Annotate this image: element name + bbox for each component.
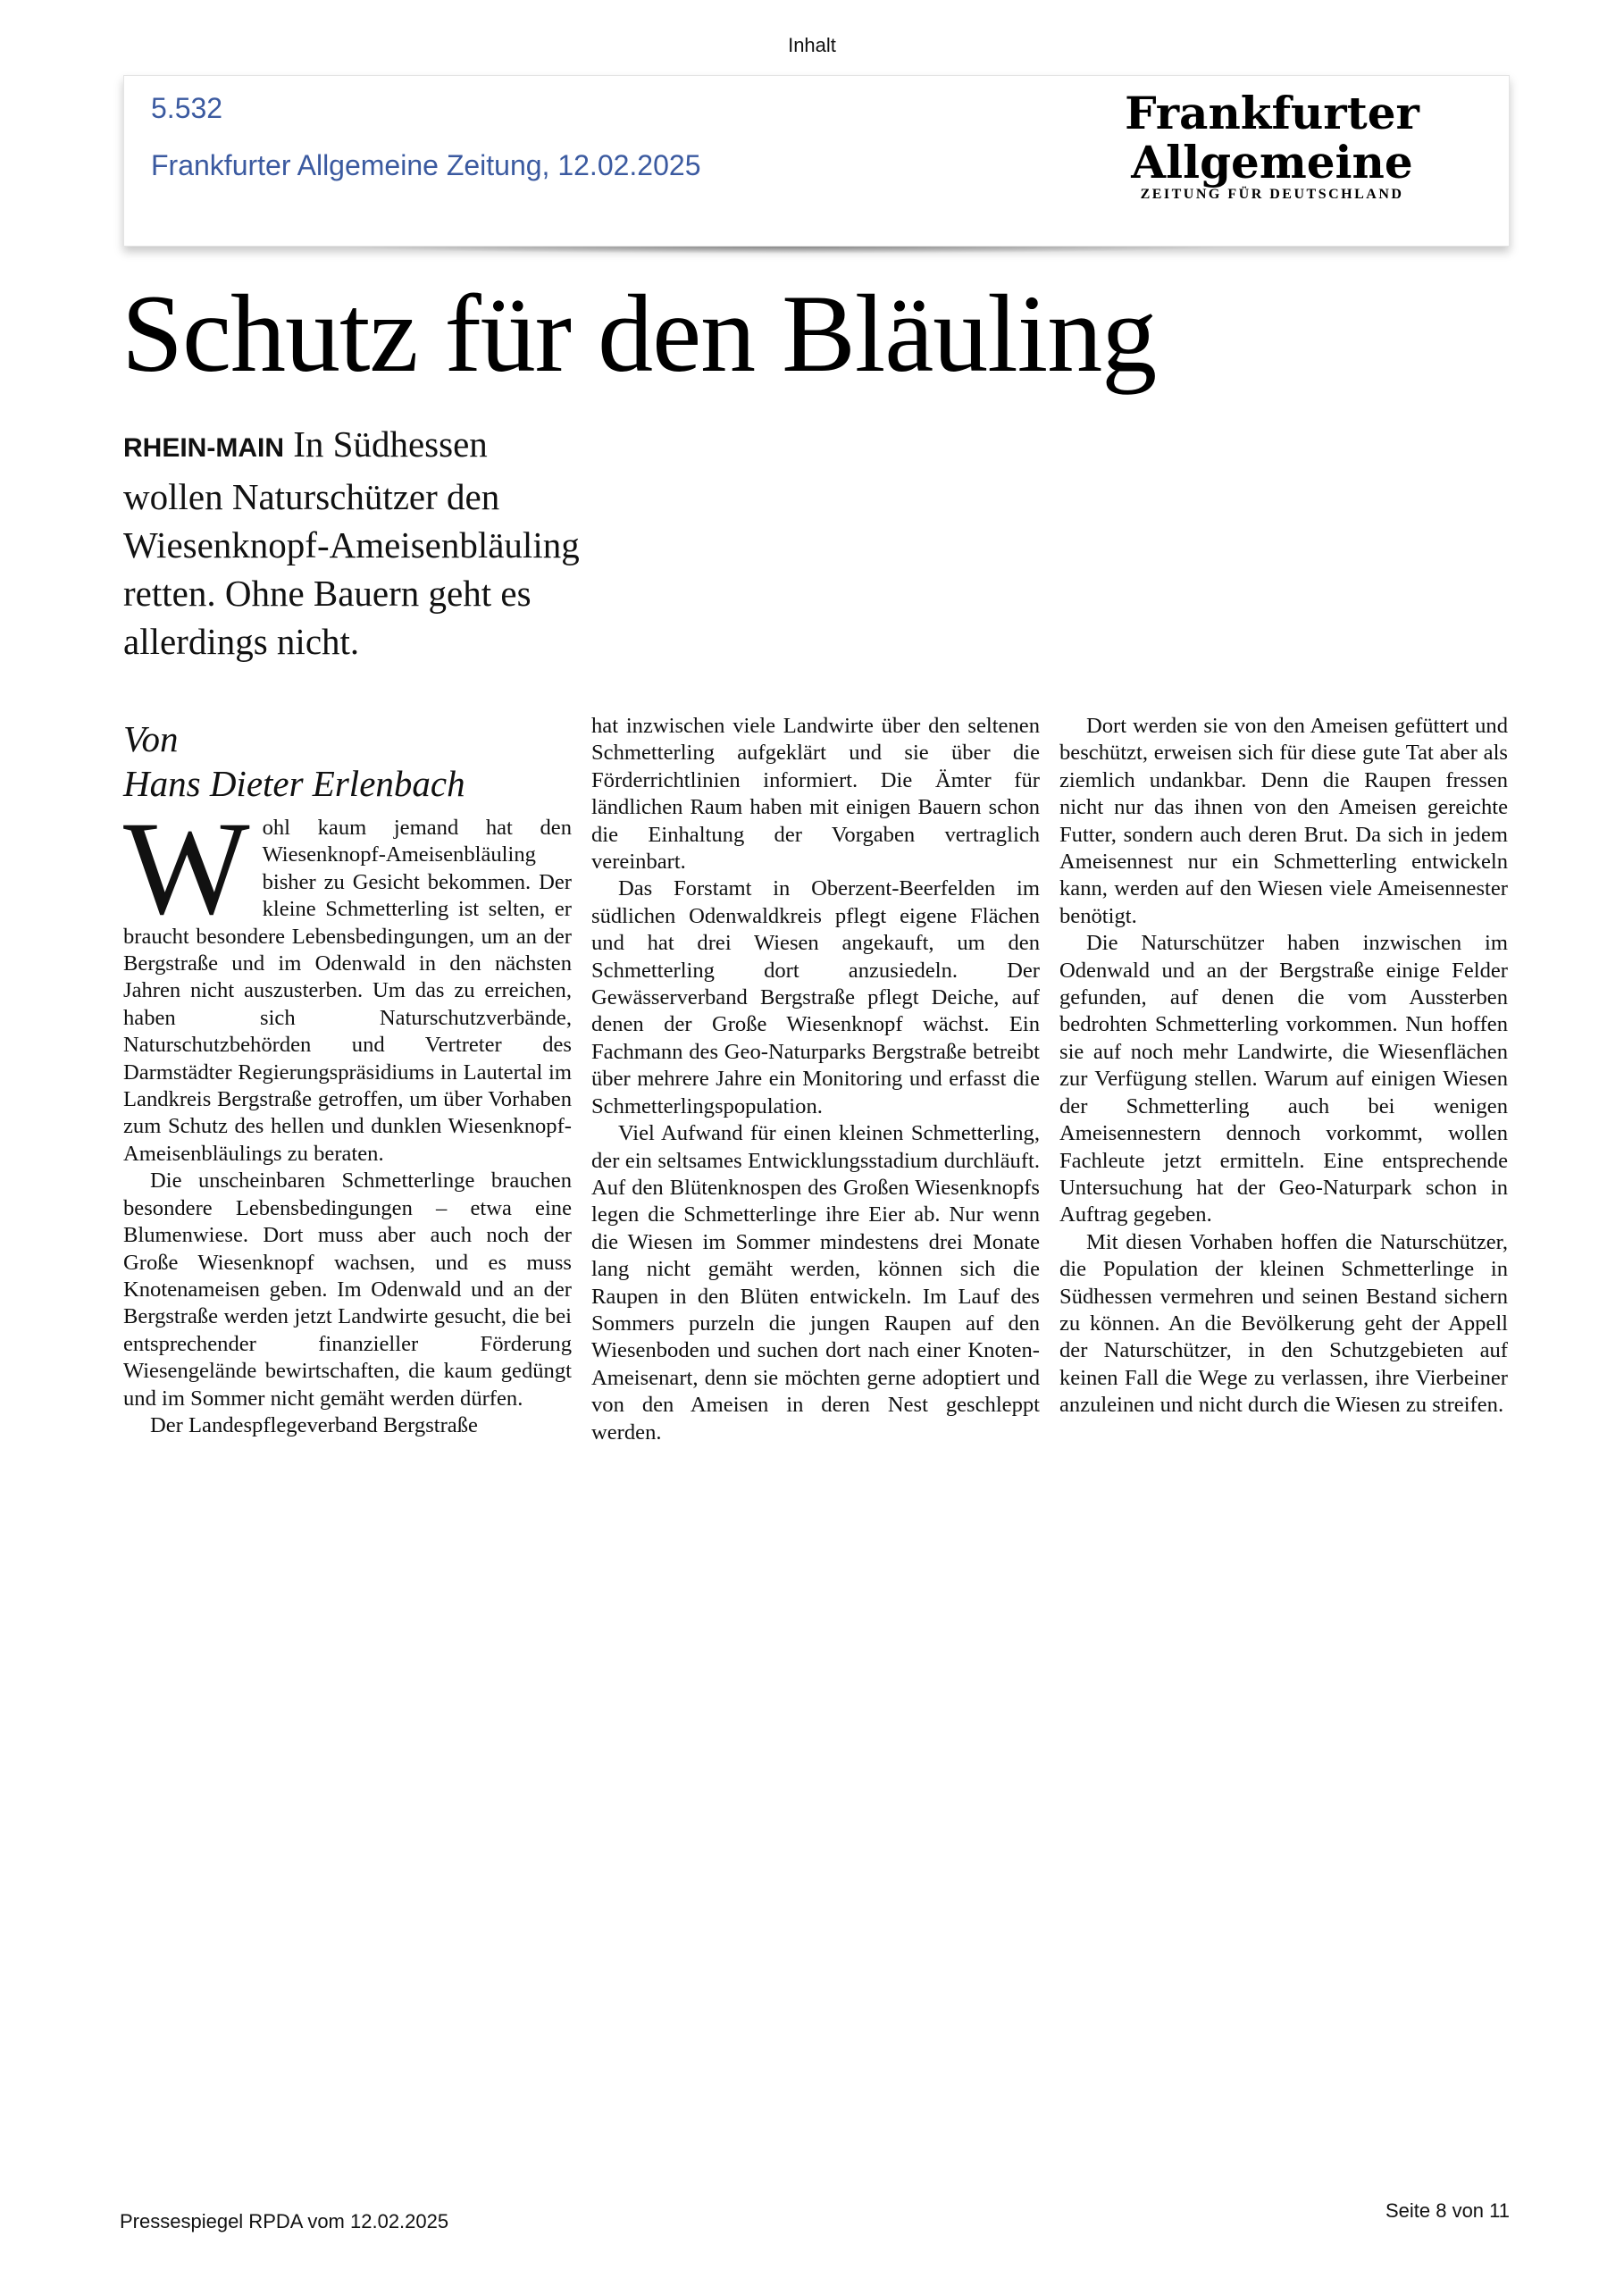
article-teaser [123, 420, 588, 666]
byline-prefix: Von [123, 718, 179, 759]
article-column-2 [591, 713, 1040, 1446]
document-number: 5.532 [151, 92, 223, 124]
paragraph: Mit diesen Vorhaben hoffen die Naturschützer, die Population der kleinen Schmetterlinge in Südhessen vermehren und seinen Bestand sichern zu können. An die Bevölkerung geht der Appell der Naturschützer, in den Schutzgebieten auf keinen Fall die Wege zu verlassen, ihre Vierbeiner anzuleinen und nicht durch die Wiesen zu streifen. [1059, 1229, 1508, 1418]
source-header [123, 75, 1510, 247]
section-label: Inhalt [788, 34, 836, 56]
header-shadow [339, 247, 1233, 254]
paragraph: Die unscheinbaren Schmetterlinge brauchen besondere Lebensbedingungen – etwa eine Blumenwiese. Dort muss aber auch noch der Große Wiesenknopf wachsen, und es muss Knotenameisen geben. Im Odenwald und an der Bergstraße werden jetzt Landwirte gesucht, die bei entsprechender finanzieller Förderung Wiesengelände bewirtschaften, die kaum gedüngt und im Sommer nicht gemäht werden dürfen. [123, 1168, 572, 1411]
article-column-1 [123, 794, 572, 1439]
teaser-location: RHEIN-MAIN [123, 433, 284, 463]
footer-press-review: Pressespiegel RPDA vom 12.02.2025 [120, 2210, 449, 2232]
teaser-text: In Südhessen wollen Naturschützer den Wiesenknopf-Ameisenbläuling retten. Ohne Bauern geht es allerdings nicht. [123, 423, 580, 662]
paragraph: Viel Aufwand für einen kleinen Schmetterling, der ein seltsames Entwicklungsstadium durchläuft. Auf den Blütenknospen des Großen Wiesenknopfs legen die Schmetterlinge ihre Eier ab. Nur wenn die Wiesen im Sommer mindestens drei Monate lang nicht gemäht werden, können sich die Raupen in den Blüten entwickeln. Im Lauf des Sommers purzeln die jungen Raupen auf den Wiesenboden und suchen dort nach einer Knoten-Ameisenart, denn sie möchten gerne adoptiert und von den Ameisen in deren Nest geschleppt werden. [591, 1121, 1040, 1445]
paragraph: Das Forstamt in Oberzent-Beerfelden im südlichen Odenwaldkreis pflegt eigene Flächen und hat drei Wiesen angekauft, um den Schmetterling dort anzusiedeln. Der Gewässerverband Bergstraße pflegt Deiche, auf denen der Große Wiesenknopf wächst. Ein Fachmann des Geo-Naturparks Bergstraße betreibt über mehrere Jahre ein Monitoring und erfasst die Schmetterlingspopulation. [591, 876, 1040, 1118]
byline-author: Hans Dieter Erlenbach [123, 763, 465, 804]
drop-cap: W [123, 794, 250, 942]
paragraph: hat inzwischen viele Landwirte über den seltenen Schmetterling aufgeklärt und sie über die Förderrichtlinien informiert. Die Ämter für ländlichen Raum haben mit einigen Bauern schon die Einhaltung der Vorgaben vertraglich vereinbart. [591, 714, 1040, 875]
paragraph [123, 794, 572, 1168]
footer-page-number: Seite 8 von 11 [1385, 2199, 1510, 2222]
paragraph-text: ohl kaum jemand hat den Wiesenknopf-Ameisenbläuling bisher zu Gesicht bekommen. Der kleine Schmetterling ist selten, er braucht besondere Lebensbedingungen, um an der Bergstraße und im Odenwald in den nächsten Jahren nicht auszusterben. Um das zu erreichen, haben sich Naturschutzverbände, Naturschutzbehörden und Vertreter des Darmstädter Regierungspräsidiums in Lautertal im Landkreis Bergstraße getroffen, um über Vorhaben zum Schutz des hellen und dunklen Wiesenknopf-Ameisenbläulings zu beraten. [123, 816, 572, 1166]
paragraph: Die Naturschützer haben inzwischen im Odenwald und an der Bergstraße einige Felder gefunden, auf denen die vom Aussterben bedrohten Schmetterling vorkommen. Nun hoffen sie auf noch mehr Landwirte, die Wiesenflächen zur Verfügung stellen. Warum auf einigen Wiesen der Schmetterling auch bei wenigen Ameisennestern dennoch vorkommt, wollen Fachleute jetzt ermitteln. Eine entsprechende Untersuchung hat der Geo-Naturpark schon in Auftrag gegeben. [1059, 931, 1508, 1227]
paragraph: Dort werden sie von den Ameisen gefüttert und beschützt, erweisen sich für diese gute Tat aber als ziemlich undankbar. Denn die Raupen fressen nicht nur das ihnen von den Ameisen gereichte Futter, sondern auch deren Brut. Da sich in jedem Ameisennest nur ein Schmetterling entwickeln kann, werden auf den Wiesen viele Ameisennester benötigt. [1059, 714, 1508, 928]
byline [123, 716, 588, 806]
article-column-3 [1059, 713, 1508, 1420]
source-line: Frankfurter Allgemeine Zeitung, 12.02.2025 [151, 149, 701, 181]
logo-subtitle: ZEITUNG FÜR DEUTSCHLAND [1140, 187, 1404, 202]
logo-name: Frankfurter Allgemeine [1125, 87, 1419, 188]
newspaper-logo [1062, 88, 1482, 203]
article-headline: Schutz für den Bläuling [121, 272, 1157, 395]
paragraph: Der Landespflegeverband Bergstraße [150, 1412, 478, 1437]
